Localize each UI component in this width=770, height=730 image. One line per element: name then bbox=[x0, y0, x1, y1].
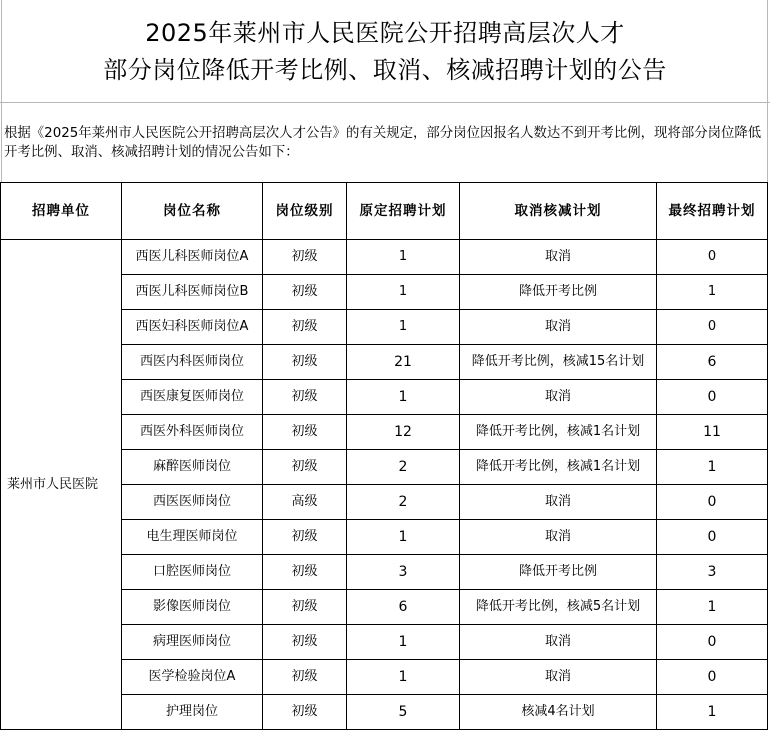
original-plan-cell: 1 bbox=[347, 275, 460, 310]
position-cell: 西医妇科医师岗位A bbox=[122, 310, 263, 345]
header-final-plan: 最终招聘计划 bbox=[657, 183, 768, 240]
level-cell: 初级 bbox=[263, 240, 347, 275]
position-cell: 西医医师岗位 bbox=[122, 485, 263, 520]
final-plan-cell: 3 bbox=[657, 555, 768, 590]
level-cell: 初级 bbox=[263, 695, 347, 730]
unit-cell: 莱州市人民医院 bbox=[1, 240, 122, 730]
level-cell: 初级 bbox=[263, 275, 347, 310]
action-cell: 降低开考比例，核减15名计划 bbox=[460, 345, 657, 380]
original-plan-cell: 1 bbox=[347, 625, 460, 660]
level-cell: 初级 bbox=[263, 625, 347, 660]
original-plan-cell: 1 bbox=[347, 660, 460, 695]
level-cell: 初级 bbox=[263, 380, 347, 415]
title-line-1: 2025年莱州市人民医院公开招聘高层次人才 bbox=[145, 19, 625, 47]
final-plan-cell: 0 bbox=[657, 625, 768, 660]
action-cell: 取消 bbox=[460, 240, 657, 275]
final-plan-cell: 0 bbox=[657, 310, 768, 345]
action-cell: 降低开考比例，核减1名计划 bbox=[460, 415, 657, 450]
table-row bbox=[1, 240, 768, 275]
action-cell: 降低开考比例 bbox=[460, 555, 657, 590]
original-plan-cell: 1 bbox=[347, 520, 460, 555]
final-plan-cell: 1 bbox=[657, 450, 768, 485]
position-cell: 医学检验岗位A bbox=[122, 660, 263, 695]
level-cell: 初级 bbox=[263, 520, 347, 555]
original-plan-cell: 1 bbox=[347, 380, 460, 415]
position-cell: 西医儿科医师岗位A bbox=[122, 240, 263, 275]
position-cell: 麻醉医师岗位 bbox=[122, 450, 263, 485]
header-original-plan: 原定招聘计划 bbox=[347, 183, 460, 240]
action-cell: 取消 bbox=[460, 625, 657, 660]
action-cell: 取消 bbox=[460, 310, 657, 345]
level-cell: 高级 bbox=[263, 485, 347, 520]
final-plan-cell: 0 bbox=[657, 485, 768, 520]
original-plan-cell: 2 bbox=[347, 485, 460, 520]
position-cell: 口腔医师岗位 bbox=[122, 555, 263, 590]
header-level: 岗位级别 bbox=[263, 183, 347, 240]
final-plan-cell: 1 bbox=[657, 695, 768, 730]
original-plan-cell: 2 bbox=[347, 450, 460, 485]
action-cell: 取消 bbox=[460, 485, 657, 520]
action-cell: 降低开考比例 bbox=[460, 275, 657, 310]
final-plan-cell: 0 bbox=[657, 660, 768, 695]
final-plan-cell: 0 bbox=[657, 240, 768, 275]
original-plan-cell: 5 bbox=[347, 695, 460, 730]
table-header-row bbox=[1, 183, 768, 240]
recruitment-table bbox=[0, 182, 768, 730]
original-plan-cell: 21 bbox=[347, 345, 460, 380]
final-plan-cell: 6 bbox=[657, 345, 768, 380]
final-plan-cell: 1 bbox=[657, 590, 768, 625]
action-cell: 取消 bbox=[460, 380, 657, 415]
action-cell: 核减4名计划 bbox=[460, 695, 657, 730]
level-cell: 初级 bbox=[263, 660, 347, 695]
position-cell: 西医儿科医师岗位B bbox=[122, 275, 263, 310]
action-cell: 取消 bbox=[460, 660, 657, 695]
level-cell: 初级 bbox=[263, 415, 347, 450]
level-cell: 初级 bbox=[263, 555, 347, 590]
action-cell: 降低开考比例，核减1名计划 bbox=[460, 450, 657, 485]
level-cell: 初级 bbox=[263, 345, 347, 380]
position-cell: 西医外科医师岗位 bbox=[122, 415, 263, 450]
final-plan-cell: 1 bbox=[657, 275, 768, 310]
title-line-2: 部分岗位降低开考比例、取消、核减招聘计划的公告 bbox=[103, 56, 667, 84]
final-plan-cell: 0 bbox=[657, 520, 768, 555]
final-plan-cell: 0 bbox=[657, 380, 768, 415]
header-cancel-reduce: 取消核减计划 bbox=[460, 183, 657, 240]
original-plan-cell: 1 bbox=[347, 310, 460, 345]
action-cell: 取消 bbox=[460, 520, 657, 555]
header-position: 岗位名称 bbox=[122, 183, 263, 240]
position-cell: 护理岗位 bbox=[122, 695, 263, 730]
position-cell: 西医内科医师岗位 bbox=[122, 345, 263, 380]
position-cell: 电生理医师岗位 bbox=[122, 520, 263, 555]
header-unit: 招聘单位 bbox=[1, 183, 122, 240]
action-cell: 降低开考比例，核减5名计划 bbox=[460, 590, 657, 625]
original-plan-cell: 6 bbox=[347, 590, 460, 625]
position-cell: 西医康复医师岗位 bbox=[122, 380, 263, 415]
intro-paragraph: 根据《2025年莱州市人民医院公开招聘高层次人才公告》的有关规定，部分岗位因报名人数达不到开考比例，现将部分岗位降低开考比例、取消、核减招聘计划的情况公告如下： bbox=[4, 126, 762, 160]
original-plan-cell: 1 bbox=[347, 240, 460, 275]
position-cell: 影像医师岗位 bbox=[122, 590, 263, 625]
original-plan-cell: 12 bbox=[347, 415, 460, 450]
position-cell: 病理医师岗位 bbox=[122, 625, 263, 660]
level-cell: 初级 bbox=[263, 450, 347, 485]
level-cell: 初级 bbox=[263, 590, 347, 625]
final-plan-cell: 11 bbox=[657, 415, 768, 450]
original-plan-cell: 3 bbox=[347, 555, 460, 590]
title-divider bbox=[0, 102, 770, 103]
level-cell: 初级 bbox=[263, 310, 347, 345]
